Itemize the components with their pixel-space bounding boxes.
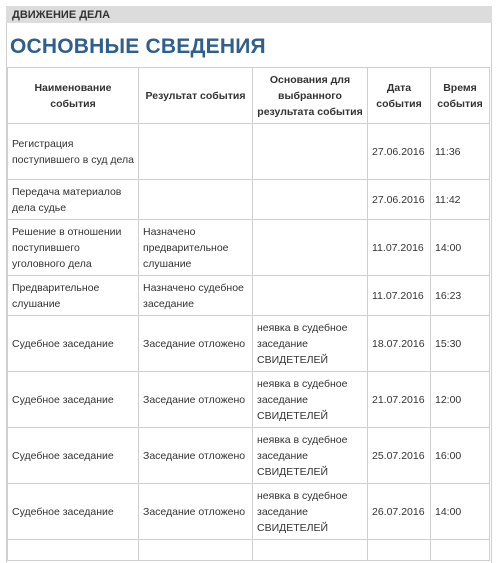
header-event-result: Результат события <box>139 68 253 124</box>
cell-event-name: Решение в отношении поступившего уголовного дела <box>8 220 139 276</box>
cell-result-basis <box>253 124 368 180</box>
cell-event-result: Заседание отложено <box>139 428 253 484</box>
cell-event-time: 11:42 <box>431 180 490 220</box>
cell-event-result: Заседание отложено <box>139 372 253 428</box>
table-row <box>8 428 490 484</box>
cell-result-basis <box>253 220 368 276</box>
cell-empty <box>8 540 139 561</box>
cell-result-basis <box>253 276 368 316</box>
cell-event-time: 12:00 <box>431 372 490 428</box>
cell-event-date: 11.07.2016 <box>368 220 431 276</box>
table-row <box>8 484 490 540</box>
cell-event-date: 25.07.2016 <box>368 428 431 484</box>
table-row <box>8 276 490 316</box>
cell-empty <box>139 540 253 561</box>
cell-event-result: Назначено предварительное слушание <box>139 220 253 276</box>
cell-empty <box>253 540 368 561</box>
cell-event-date: 18.07.2016 <box>368 316 431 372</box>
cell-result-basis <box>253 180 368 220</box>
cell-event-result <box>139 180 253 220</box>
cell-event-result: Заседание отложено <box>139 316 253 372</box>
table-row <box>8 316 490 372</box>
cell-result-basis: неявка в судебное заседание СВИДЕТЕЛЕЙ <box>253 372 368 428</box>
cell-event-name: Судебное заседание <box>8 428 139 484</box>
cell-event-time: 16:23 <box>431 276 490 316</box>
cell-event-time: 14:00 <box>431 220 490 276</box>
cell-event-result <box>139 124 253 180</box>
cell-empty <box>368 540 431 561</box>
cell-event-name: Судебное заседание <box>8 484 139 540</box>
table-header-row <box>8 68 490 124</box>
table-row <box>8 124 490 180</box>
table-row <box>8 540 490 561</box>
cell-event-time: 16:00 <box>431 428 490 484</box>
cell-event-name: Судебное заседание <box>8 316 139 372</box>
header-event-time: Время события <box>431 68 490 124</box>
cell-event-date: 11.07.2016 <box>368 276 431 316</box>
cell-empty <box>431 540 490 561</box>
cell-event-date: 21.07.2016 <box>368 372 431 428</box>
cell-event-time: 11:36 <box>431 124 490 180</box>
cell-event-name: Передача материалов дела судье <box>8 180 139 220</box>
table-row <box>8 372 490 428</box>
cell-event-result: Назначено судебное заседание <box>139 276 253 316</box>
cell-result-basis: неявка в судебное заседание СВИДЕТЕЛЕЙ <box>253 484 368 540</box>
section-tab-label: ДВИЖЕНИЕ ДЕЛА <box>12 9 111 21</box>
table-row <box>8 220 490 276</box>
cell-event-name: Регистрация поступившего в суд дела <box>8 124 139 180</box>
cell-event-time: 15:30 <box>431 316 490 372</box>
cell-event-result: Заседание отложено <box>139 484 253 540</box>
header-event-date: Дата события <box>368 68 431 124</box>
cell-event-date: 27.06.2016 <box>368 124 431 180</box>
cell-event-name: Предварительное слушание <box>8 276 139 316</box>
section-tab[interactable] <box>6 6 492 24</box>
cell-event-name: Судебное заседание <box>8 372 139 428</box>
cell-result-basis: неявка в судебное заседание СВИДЕТЕЛЕЙ <box>253 428 368 484</box>
cell-result-basis: неявка в судебное заседание СВИДЕТЕЛЕЙ <box>253 316 368 372</box>
header-result-basis: Основания для выбранного результата события <box>253 68 368 124</box>
page-title: ОСНОВНЫЕ СВЕДЕНИЯ <box>10 35 266 58</box>
cell-event-time: 14:00 <box>431 484 490 540</box>
table-row <box>8 180 490 220</box>
cell-event-date: 27.06.2016 <box>368 180 431 220</box>
cell-event-date: 26.07.2016 <box>368 484 431 540</box>
events-table <box>7 67 490 561</box>
header-event-name: Наименование события <box>8 68 139 124</box>
